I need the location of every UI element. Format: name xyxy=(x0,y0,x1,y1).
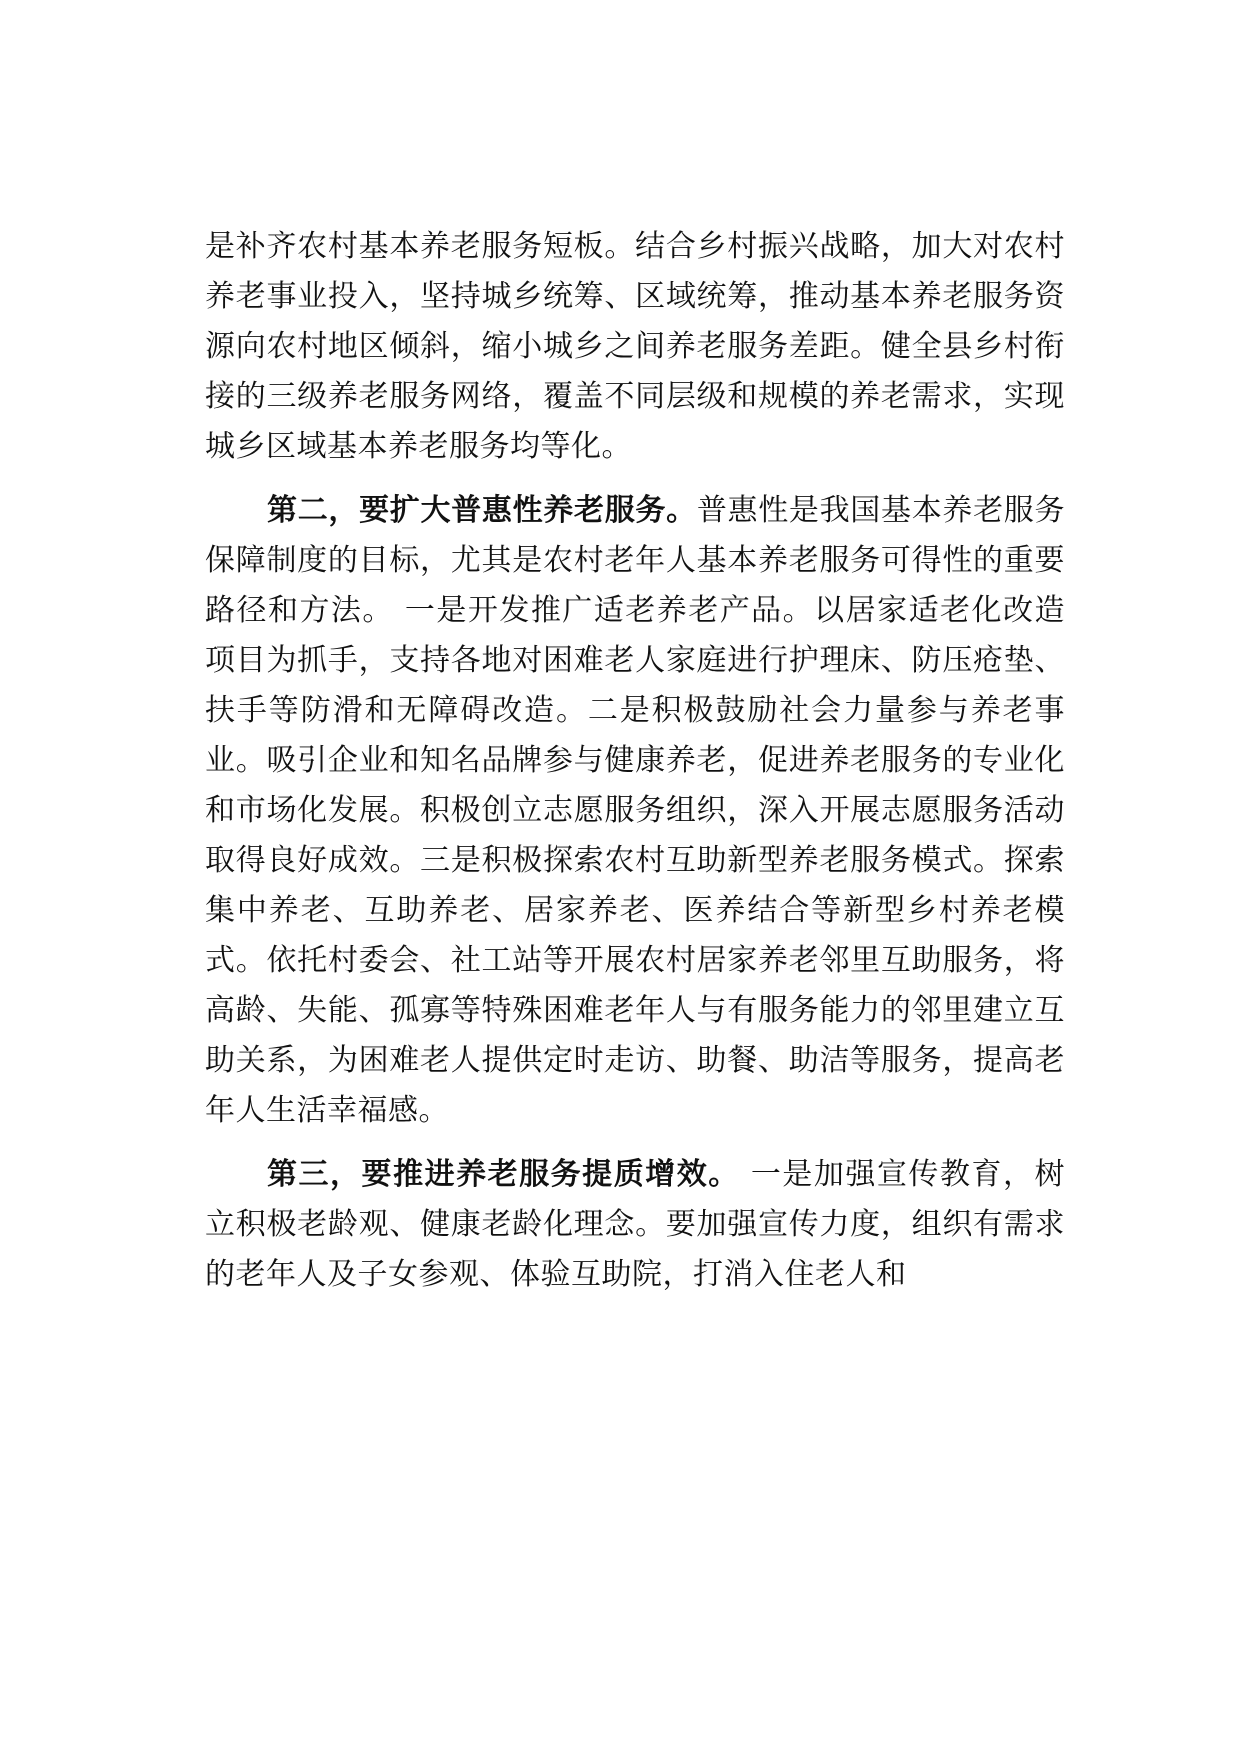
paragraph-3-body: 一是加强宣传教育，树立积极老龄观、健康老龄化理念。要加强宣传力度，组织有需求的老年人及子女参观、体验互助院，打消入住老人和 xyxy=(205,1157,1065,1292)
paragraph-3 xyxy=(205,1150,1065,1300)
paragraph-1-body: 是补齐农村基本养老服务短板。结合乡村振兴战略，加大对农村养老事业投入，坚持城乡统筹、区域统筹，推动基本养老服务资源向农村地区倾斜，缩小城乡之间养老服务差距。健全县乡村衔接的三级养老服务网络，覆盖不同层级和规模的养老需求，实现城乡区域基本养老服务均等化。 xyxy=(205,229,1065,464)
paragraph-1 xyxy=(205,222,1065,472)
paragraph-2-body: 普惠性是我国基本养老服务保障制度的目标，尤其是农村老年人基本养老服务可得性的重要路径和方法。 一是开发推广适老养老产品。以居家适老化改造项目为抓手，支持各地对困难老人家庭进行护理床、防压疮垫、扶手等防滑和无障碍改造。二是积极鼓励社会力量参与养老事业。吸引企业和知名品牌参与健康养老，促进养老服务的专业化和市场化发展。积极创立志愿服务组织，深入开展志愿服务活动取得良好成效。三是积极探索农村互助新型养老服务模式。探索集中养老、互助养老、居家养老、医养结合等新型乡村养老模式。依托村委会、社工站等开展农村居家养老邻里互助服务，将高龄、失能、孤寡等特殊困难老年人与有服务能力的邻里建立互助关系，为困难老人提供定时走访、助餐、助洁等服务，提高老年人生活幸福感。 xyxy=(205,493,1066,1128)
paragraph-3-heading: 第三，要推进养老服务提质增效。 xyxy=(267,1157,740,1192)
paragraph-2-heading: 第二，要扩大普惠性养老服务。 xyxy=(267,493,697,528)
body-text xyxy=(205,222,1065,1314)
paragraph-2 xyxy=(205,486,1065,1136)
